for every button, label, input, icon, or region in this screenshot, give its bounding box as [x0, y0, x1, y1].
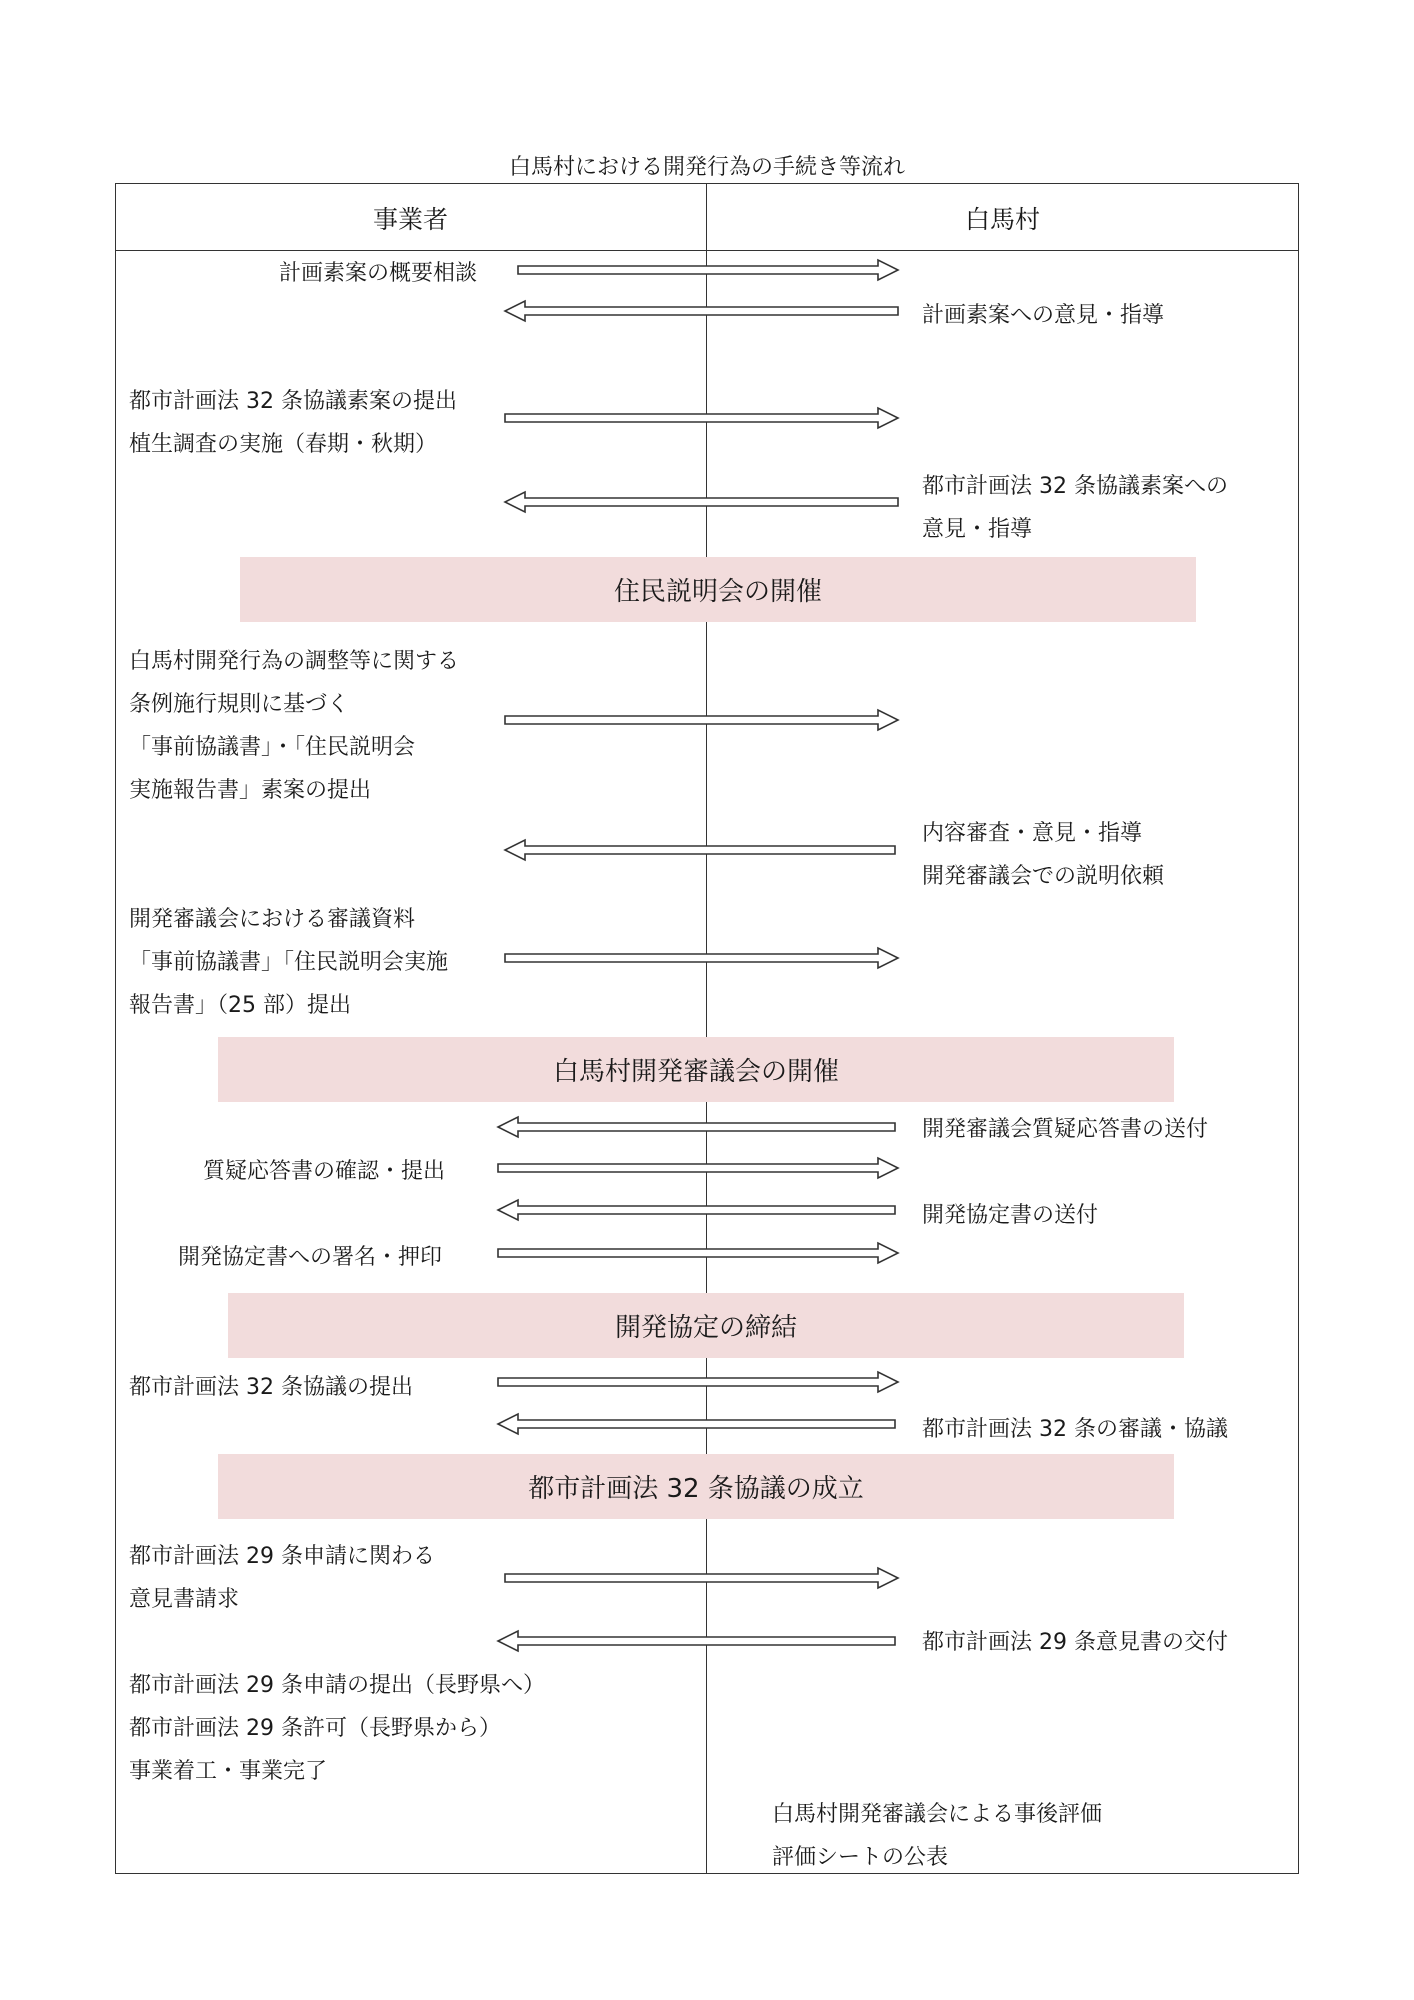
village-agreement-send: 開発協定書の送付 [922, 1203, 1099, 1228]
step-plan-consultation: 計画素案の概要相談 [279, 261, 478, 286]
page-title: 白馬村における開発行為の手続き等流れ [508, 155, 905, 180]
step-29-application: 都市計画法 29 条申請の提出（長野県へ） 都市計画法 29 条許可（長野県から） 事業着工・事業完了 [129, 1673, 545, 1784]
step-qa-confirm: 質疑応答書の確認・提出 [203, 1159, 446, 1184]
column-header-business: 事業者 [372, 205, 448, 234]
column-header-village: 白馬村 [964, 205, 1040, 234]
village-qa-send: 開発審議会質疑応答書の送付 [922, 1117, 1209, 1142]
column-divider [706, 183, 707, 1874]
village-29-opinion-issue: 都市計画法 29 条意見書の交付 [922, 1630, 1228, 1655]
milestone-council-meeting: 白馬村開発審議会の開催 [218, 1037, 1174, 1102]
milestone-residents-meeting: 住民説明会の開催 [240, 557, 1196, 622]
step-prior-consultation-draft: 白馬村開発行為の調整等に関する 条例施行規則に基づく 「事前協議書」・「住民説明会 実施報告書」素案の提出 [129, 649, 460, 803]
village-32-deliberation: 都市計画法 32 条の審議・協議 [922, 1417, 1228, 1442]
milestone-32-consultation-established: 都市計画法 32 条協議の成立 [218, 1454, 1174, 1519]
step-council-materials-submit: 開発審議会における審議資料 「事前協議書」「住民説明会実施 報告書」（25 部）提出 [129, 907, 449, 1018]
header-divider [115, 250, 1299, 251]
village-plan-guidance: 計画素案への意見・指導 [922, 303, 1165, 328]
step-32-draft-submit: 都市計画法 32 条協議素案の提出 植生調査の実施（春期・秋期） [129, 389, 457, 457]
milestone-agreement-concluded: 開発協定の締結 [228, 1293, 1184, 1358]
step-agreement-sign: 開発協定書への署名・押印 [178, 1245, 443, 1270]
step-32-consultation-submit: 都市計画法 32 条協議の提出 [129, 1375, 413, 1400]
step-29-opinion-request: 都市計画法 29 条申請に関わる 意見書請求 [129, 1544, 435, 1612]
village-post-evaluation: 白馬村開発審議会による事後評価 評価シートの公表 [772, 1802, 1103, 1870]
village-content-review: 内容審査・意見・指導 開発審議会での説明依頼 [922, 821, 1165, 889]
village-32-draft-guidance: 都市計画法 32 条協議素案への 意見・指導 [922, 474, 1228, 542]
